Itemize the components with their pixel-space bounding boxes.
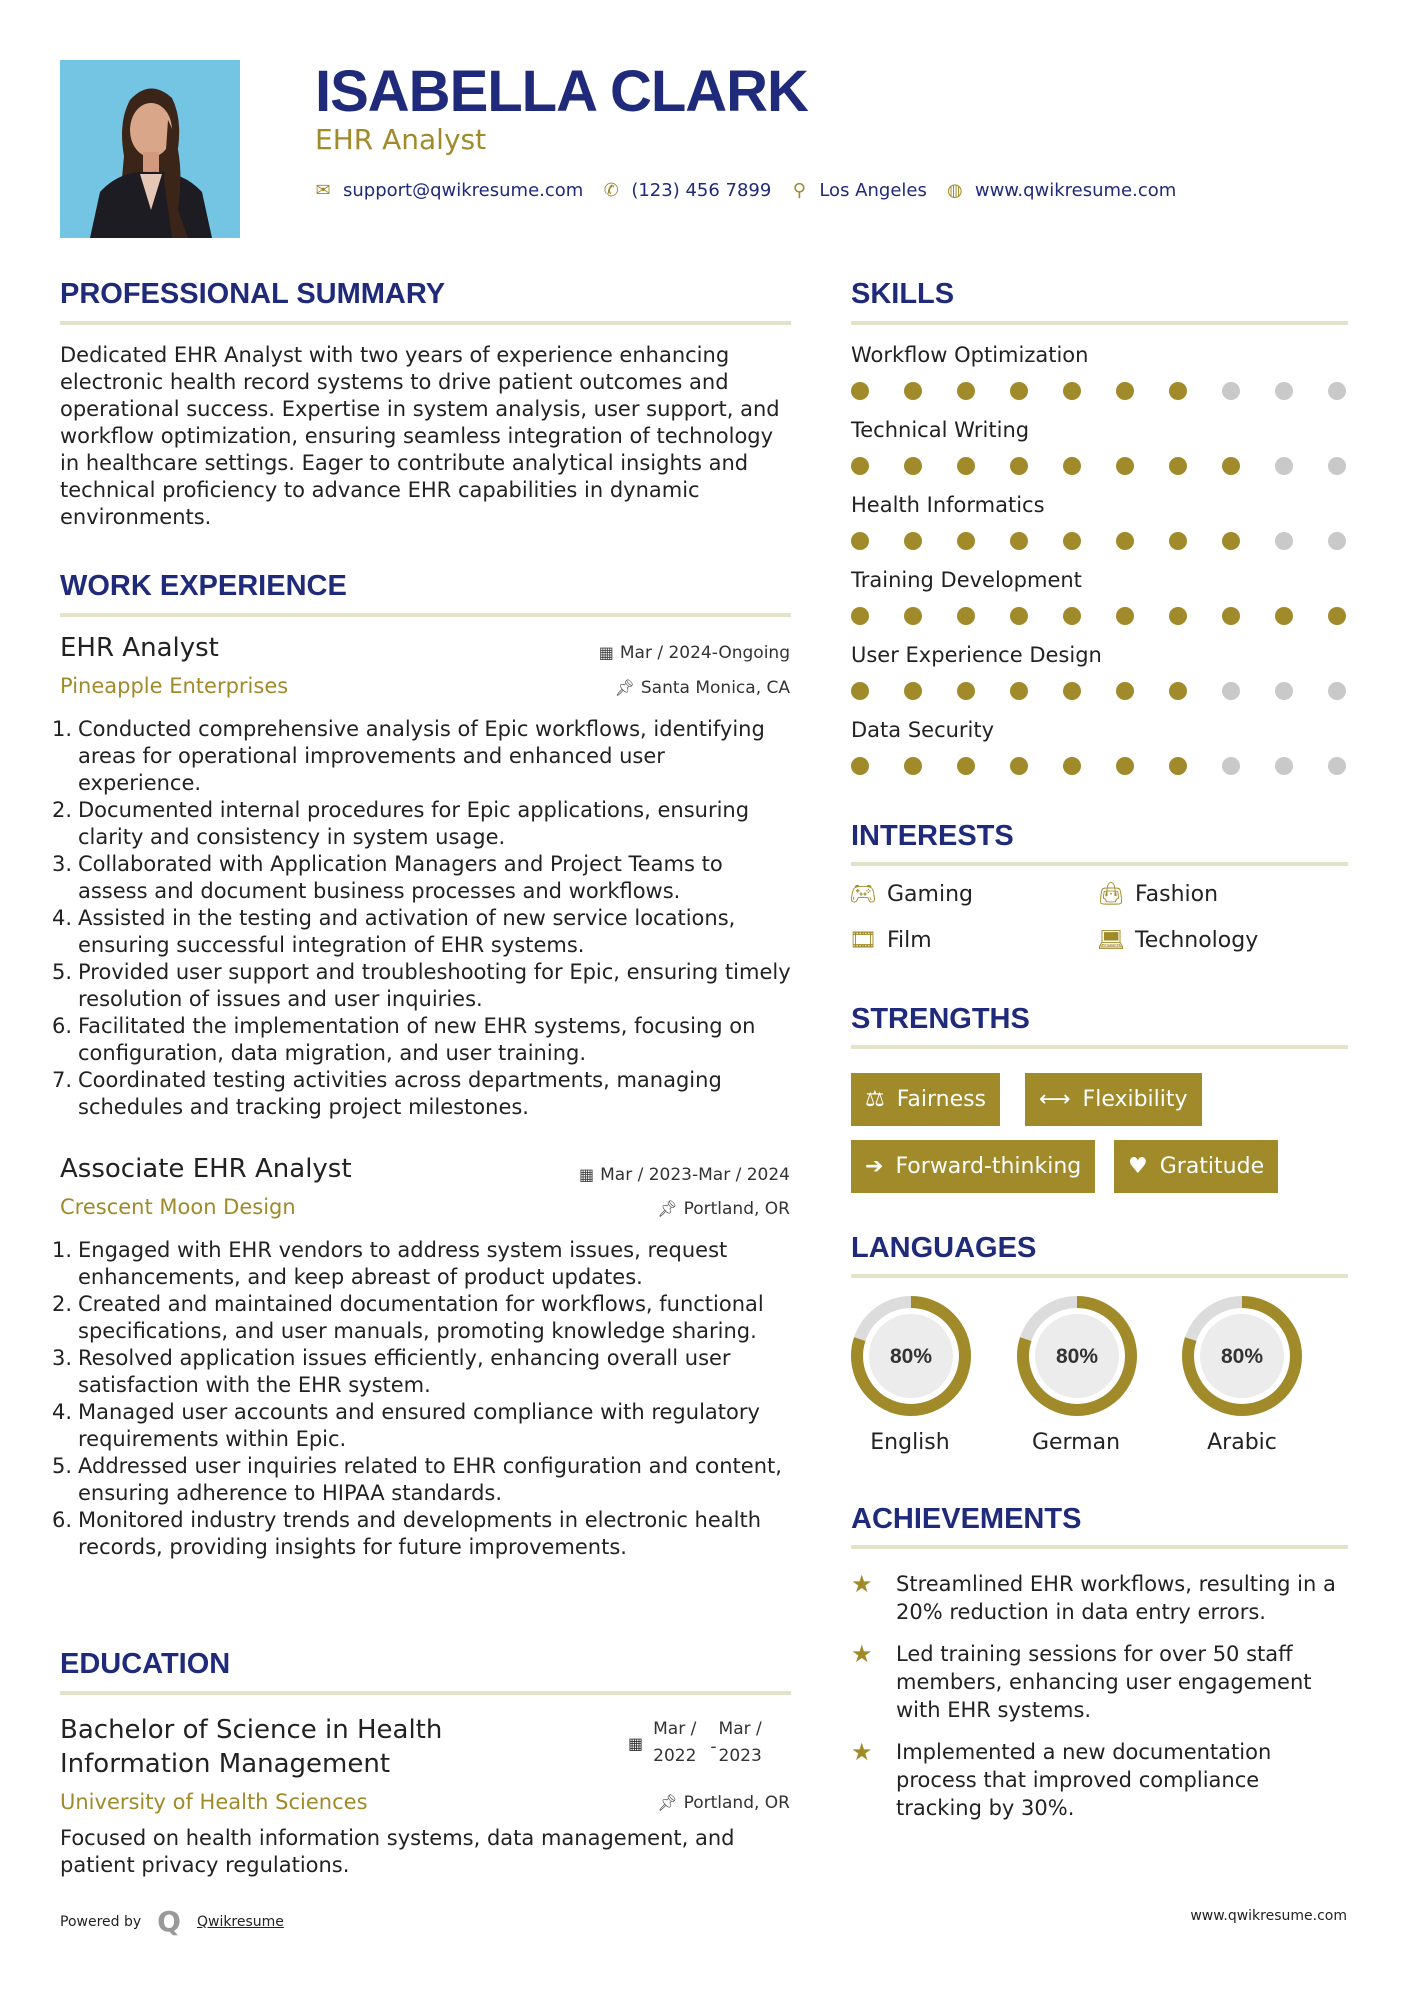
skill-dot-filled	[851, 457, 869, 475]
skill-name: Technical Writing	[851, 418, 1030, 442]
envelope-icon: ✉	[315, 180, 331, 201]
skill-name: User Experience Design	[851, 643, 1102, 667]
interest-item: 👜︎ Fashion	[1097, 882, 1219, 907]
skill-dot-filled	[1010, 757, 1028, 775]
globe-icon: ◍	[946, 180, 963, 201]
interest-item: 🎞︎ Film	[849, 928, 932, 953]
calendar-icon: ▦	[598, 643, 614, 662]
list-item: 5. Provided user support and troubleshooting for Epic, ensuring timely resolution of issues and user inquiries.	[52, 960, 791, 1011]
strengths-divider	[851, 1045, 1348, 1049]
language-name: Arabic	[1207, 1430, 1277, 1455]
qwikresume-logo-icon: Q	[157, 1905, 181, 1938]
laptop-icon: 💻︎	[1097, 928, 1125, 953]
skill-rating	[851, 457, 1381, 475]
interests-heading: INTERESTS	[851, 820, 1014, 852]
education-divider	[60, 1691, 791, 1695]
skill-rating	[851, 382, 1381, 400]
pin-icon: 📌︎	[657, 1199, 678, 1218]
skill-dot-filled	[1116, 457, 1134, 475]
date-dash: -	[710, 1736, 717, 1757]
skill-dot-filled	[1010, 607, 1028, 625]
skill-dot-empty	[1328, 457, 1346, 475]
job-location	[615, 678, 790, 698]
skill-dot-filled	[904, 682, 922, 700]
skill-dot-empty	[1222, 757, 1240, 775]
skill-dot-filled	[1063, 457, 1081, 475]
skill-dot-filled	[1063, 682, 1081, 700]
skill-dot-filled	[957, 757, 975, 775]
list-item: 2. Documented internal procedures for Epic applications, ensuring clarity and consistency in system usage.	[52, 798, 750, 849]
skill-dot-filled	[851, 532, 869, 550]
list-item: 4. Managed user accounts and ensured compliance with regulatory requirements within Epic.	[52, 1400, 760, 1451]
skill-name: Health Informatics	[851, 493, 1045, 517]
skill-dot-filled	[1010, 457, 1028, 475]
arrow-right-icon: ➔	[865, 1154, 884, 1179]
skill-dot-filled	[1169, 607, 1187, 625]
skill-rating	[851, 682, 1381, 700]
skill-dot-filled	[904, 457, 922, 475]
interest-item: 💻︎ Technology	[1097, 928, 1259, 953]
calendar-icon: ▦	[628, 1733, 644, 1753]
strength-badge: ➔ Forward-thinking	[851, 1140, 1095, 1193]
skill-dot-filled	[1116, 682, 1134, 700]
skill-dot-filled	[904, 382, 922, 400]
school-location-text: Portland, OR	[683, 1793, 790, 1813]
skill-dot-filled	[851, 382, 869, 400]
skill-dot-empty	[1328, 532, 1346, 550]
skill-dot-filled	[1063, 532, 1081, 550]
start-month: Mar /	[653, 1719, 697, 1739]
list-item: 5. Addressed user inquiries related to EHR configuration and content, ensuring adherence to HIPAA standards.	[52, 1454, 782, 1505]
calendar-icon: ▦	[578, 1165, 595, 1184]
skill-dot-filled	[1275, 607, 1293, 625]
arrows-horizontal-icon: ⟷	[1039, 1087, 1071, 1112]
skill-dot-empty	[1222, 382, 1240, 400]
skill-dot-filled	[1010, 532, 1028, 550]
list-item: 6. Monitored industry trends and developments in electronic health records, providing insights for future improvements.	[52, 1508, 762, 1559]
strength-badge: ⟷ Flexibility	[1025, 1073, 1202, 1126]
job-location	[657, 1199, 790, 1219]
skill-dot-empty	[1275, 382, 1293, 400]
skill-name: Data Security	[851, 718, 995, 742]
skill-dot-filled	[957, 532, 975, 550]
education-text: Focused on health information systems, data management, and patient privacy regulations.	[60, 1826, 735, 1877]
skill-dot-empty	[1275, 532, 1293, 550]
skill-dot-filled	[1169, 757, 1187, 775]
skill-dot-filled	[1169, 532, 1187, 550]
gamepad-icon: 🎮︎	[849, 882, 877, 907]
phone-icon: ✆	[603, 180, 619, 201]
skill-dot-filled	[851, 607, 869, 625]
job-dates	[579, 1165, 790, 1185]
interests-divider	[851, 862, 1348, 866]
language-gauge	[1180, 1294, 1304, 1422]
list-item: 1. Conducted comprehensive analysis of Epic workflows, identifying areas for operational improvements and enhanced user experience.	[52, 717, 765, 795]
job-dates-text: Mar / 2023-Mar / 2024	[600, 1165, 790, 1185]
skill-dot-filled	[1222, 607, 1240, 625]
job-company: Crescent Moon Design	[60, 1195, 296, 1219]
job-title: Associate EHR Analyst	[60, 1154, 352, 1184]
achievement-item: ★ Streamlined EHR workflows, resulting in a 20% reduction in data entry errors.	[851, 1570, 1336, 1624]
achievements-divider	[851, 1545, 1348, 1549]
skill-dot-filled	[1063, 382, 1081, 400]
achievement-item: ★ Led training sessions for over 50 staff members, enhancing user engagement with EHR systems.	[851, 1640, 1312, 1722]
skill-dot-filled	[1116, 607, 1134, 625]
education-heading: EDUCATION	[60, 1648, 231, 1680]
skill-rating	[851, 532, 1381, 550]
footer-website[interactable]: www.qwikresume.com	[1190, 1908, 1347, 1924]
person-photo-icon	[60, 60, 240, 238]
gauge-label: 80%	[1220, 1345, 1264, 1368]
list-item: 2. Created and maintained documentation for workflows, functional specifications, and user manuals, promoting knowledge sharing.	[52, 1292, 764, 1343]
job-title: EHR Analyst	[60, 633, 219, 663]
degree-line-1: Bachelor of Science in Health	[60, 1715, 443, 1745]
skill-dot-filled	[957, 457, 975, 475]
star-icon: ★	[851, 1738, 873, 1766]
job-location-text: Santa Monica, CA	[640, 678, 790, 698]
skill-dot-filled	[957, 607, 975, 625]
job-company: Pineapple Enterprises	[60, 674, 289, 698]
experience-heading: WORK EXPERIENCE	[60, 570, 347, 602]
job-dates-text: Mar / 2024-Ongoing	[619, 643, 790, 663]
list-item: 3. Resolved application issues efficiently, enhancing overall user satisfaction with the EHR system.	[52, 1346, 731, 1397]
skill-dot-filled	[1116, 382, 1134, 400]
language-gauge	[1015, 1294, 1139, 1422]
summary-text: Dedicated EHR Analyst with two years of experience enhancing electronic health record systems to drive patient outcomes and operational success. Expertise in system analysis, user support, and workflow optimization, ensuring seamless integration of technology in healthcare settings. Eager to contribute analytical insights and technical proficiency to advance EHR capabilities in dynamic environments.	[60, 343, 780, 529]
list-item: 4. Assisted in the testing and activation of new service locations, ensuring successful integration of EHR systems.	[52, 906, 736, 957]
skill-dot-filled	[1116, 532, 1134, 550]
candidate-role: EHR Analyst	[315, 123, 487, 156]
pin-icon: 📌︎	[657, 1793, 678, 1812]
pin-icon: 📌︎	[614, 678, 635, 697]
gauge-label: 80%	[889, 1345, 933, 1368]
powered-by-label: Powered by	[60, 1913, 142, 1930]
interest-item: 🎮︎ Gaming	[849, 882, 973, 907]
contact-phone[interactable]: (123) 456 7899	[631, 180, 772, 201]
star-icon: ★	[851, 1570, 873, 1598]
education-dates	[628, 1716, 762, 1770]
achievements-heading: ACHIEVEMENTS	[851, 1503, 1082, 1535]
skill-dot-filled	[1063, 607, 1081, 625]
degree-title	[60, 1713, 442, 1781]
job-bullets	[52, 1237, 792, 1561]
school-location	[657, 1793, 790, 1813]
skills-divider	[851, 321, 1348, 325]
job-bullets	[52, 716, 792, 1121]
powered-by	[60, 1905, 284, 1938]
skill-dot-empty	[1275, 682, 1293, 700]
skills-heading: SKILLS	[851, 278, 955, 310]
skill-name: Training Development	[851, 568, 1082, 592]
list-item: 1. Engaged with EHR vendors to address system issues, request enhancements, and keep abreast of product updates.	[52, 1238, 728, 1289]
skill-dot-empty	[1222, 682, 1240, 700]
job-dates	[599, 643, 790, 663]
summary-heading: PROFESSIONAL SUMMARY	[60, 278, 446, 310]
skill-name: Workflow Optimization	[851, 343, 1089, 367]
skill-dot-filled	[1010, 682, 1028, 700]
degree-line-2: Information Management	[60, 1749, 391, 1779]
film-icon: 🎞︎	[849, 928, 877, 953]
job-location-text: Portland, OR	[683, 1199, 790, 1219]
skill-dot-empty	[1328, 682, 1346, 700]
skill-dot-filled	[851, 682, 869, 700]
achievement-item: ★ Implemented a new documentation process that improved compliance tracking by 30%.	[851, 1738, 1272, 1820]
profile-photo	[60, 60, 240, 238]
strength-badge: ⚖ Fairness	[851, 1073, 1000, 1126]
candidate-name: ISABELLA CLARK	[315, 59, 808, 124]
skill-dot-filled	[1222, 532, 1240, 550]
skill-dot-filled	[1328, 607, 1346, 625]
skill-dot-filled	[1169, 382, 1187, 400]
end-year: 2023	[718, 1746, 762, 1766]
contact-location: Los Angeles	[819, 180, 927, 201]
list-item: 6. Facilitated the implementation of new EHR systems, focusing on configuration, data migration, and user training.	[52, 1014, 756, 1065]
skill-dot-empty	[1275, 457, 1293, 475]
school-name: University of Health Sciences	[60, 1790, 368, 1814]
skill-dot-filled	[1169, 457, 1187, 475]
heart-icon: ♥	[1128, 1154, 1148, 1179]
language-name: German	[1031, 1430, 1121, 1455]
strengths-heading: STRENGTHS	[851, 1003, 1030, 1035]
star-icon: ★	[851, 1640, 873, 1668]
skill-dot-filled	[1116, 757, 1134, 775]
end-month: Mar /	[718, 1719, 762, 1739]
contact-email[interactable]: support@qwikresume.com	[343, 180, 584, 201]
skill-dot-filled	[1222, 457, 1240, 475]
contact-website[interactable]: www.qwikresume.com	[974, 180, 1177, 201]
balance-scale-icon: ⚖	[865, 1087, 885, 1112]
summary-divider	[60, 321, 791, 325]
shopping-bag-icon: 👜︎	[1097, 882, 1125, 907]
skill-dot-empty	[1328, 382, 1346, 400]
list-item: 3. Collaborated with Application Managers and Project Teams to assess and document business processes and workflows.	[52, 852, 723, 903]
skill-dot-empty	[1275, 757, 1293, 775]
language-name: English	[870, 1430, 950, 1455]
skill-dot-filled	[1010, 382, 1028, 400]
skill-rating	[851, 607, 1381, 625]
start-year: 2022	[653, 1746, 697, 1766]
skill-dot-filled	[904, 757, 922, 775]
skill-dot-filled	[1169, 682, 1187, 700]
languages-heading: LANGUAGES	[851, 1232, 1037, 1264]
skill-dot-filled	[957, 682, 975, 700]
skill-dot-filled	[851, 757, 869, 775]
experience-divider	[60, 613, 791, 617]
skill-dot-filled	[1063, 757, 1081, 775]
list-item: 7. Coordinated testing activities across departments, managing schedules and tracking project milestones.	[52, 1068, 722, 1119]
skill-rating	[851, 757, 1381, 775]
map-pin-icon: ⚲	[792, 180, 806, 201]
skill-dot-filled	[904, 532, 922, 550]
skill-dot-empty	[1328, 757, 1346, 775]
languages-divider	[851, 1274, 1348, 1278]
brand-link[interactable]: Qwikresume	[196, 1913, 284, 1930]
language-gauge	[849, 1294, 973, 1422]
contact-bar	[315, 180, 1196, 201]
skill-dot-filled	[904, 607, 922, 625]
gauge-label: 80%	[1055, 1345, 1099, 1368]
skill-dot-filled	[957, 382, 975, 400]
strength-badge: ♥ Gratitude	[1114, 1140, 1278, 1193]
